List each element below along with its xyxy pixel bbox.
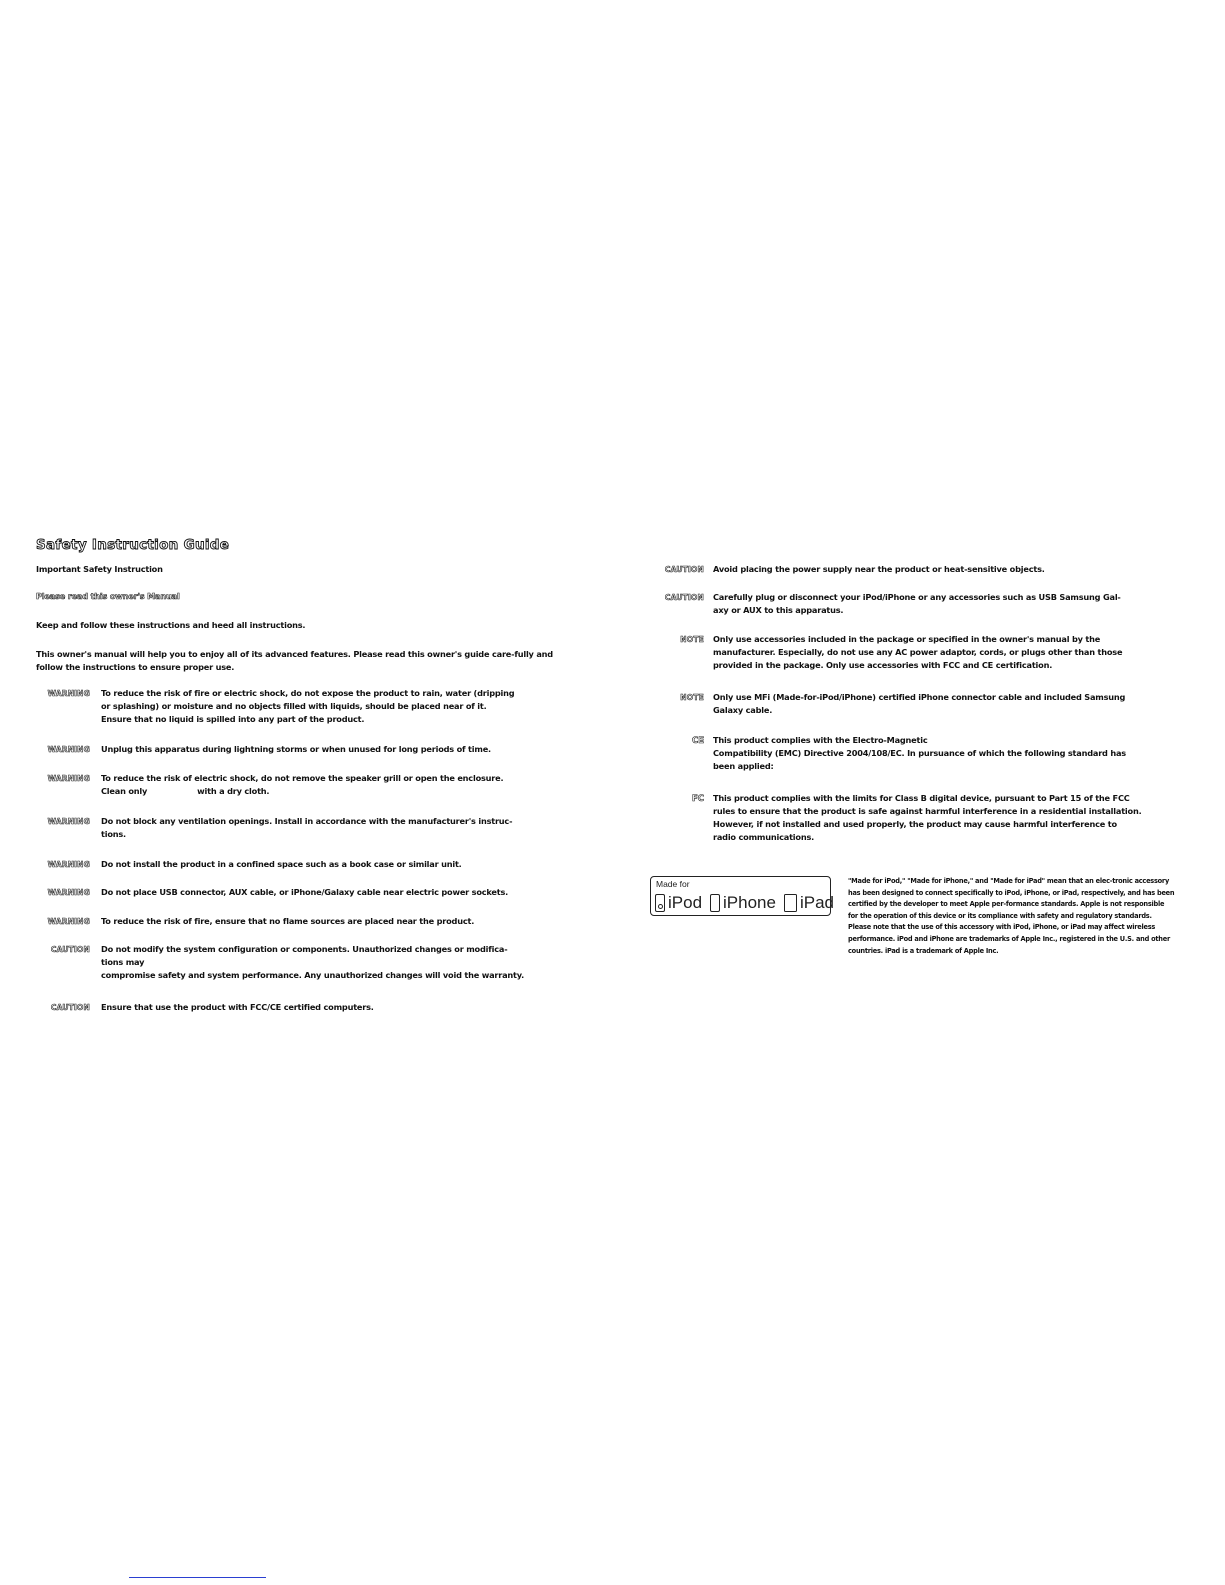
notice-label: WARNING [47, 860, 90, 869]
ipad-label: iPad [799, 893, 834, 912]
ce-notice [648, 734, 1213, 773]
notice-item [30, 743, 576, 756]
notice-body [713, 792, 1213, 844]
notice-label: WARNING [47, 745, 90, 754]
notice-label: CAUTION [664, 593, 704, 602]
notice-line: Only use accessories included in the package or specified in the owner's manual by the [713, 634, 1101, 644]
notice-item [648, 563, 1213, 576]
notice-body [713, 734, 1213, 773]
made-for-label: Made for [656, 879, 690, 889]
made-for-ipod-iphone-ipad-badge [650, 876, 834, 916]
notice-body [101, 915, 576, 928]
notice-line: Carefully plug or disconnect your iPod/iPhone or any accessories such as USB Samsung Gal- [713, 592, 1121, 602]
left-page [0, 0, 612, 1585]
notice-item [648, 691, 1213, 717]
ipad-icon [784, 894, 797, 912]
section-subtitle: Important Safety Instruction [36, 564, 163, 574]
clean-prefix: Clean only [101, 786, 148, 796]
ipod-icon [655, 894, 665, 912]
notice-label: WARNING [47, 817, 90, 826]
notice-label: WARNING [47, 774, 90, 783]
notice-body [101, 687, 576, 726]
notice-item [30, 943, 576, 982]
intro-paragraph: This owner's manual will help you to enjoy all of its advanced features. Please read this owner's guide care-fully and follow the instructions to ensure proper use. [36, 649, 553, 672]
guide-title: Safety Instruction Guide [36, 537, 230, 553]
fcc-mark-icon: FC [691, 794, 704, 804]
notice-line: To reduce the risk of fire, ensure that no flame sources are placed near the product. [101, 916, 475, 926]
notice-line: This product complies with the limits for Class B digital device, pursuant to Part 15 of the FCC [713, 793, 1130, 803]
notice-body [713, 591, 1213, 617]
notice-line: tions. [101, 829, 126, 839]
notice-line: provided in the package. Only use accessories with FCC and CE certification. [713, 660, 1053, 670]
notice-body [101, 858, 576, 871]
notice-line: Only use MFi (Made-for-iPod/iPhone) certified iPhone connector cable and included Samsung [713, 692, 1126, 702]
keep-follow-text: Keep and follow these instructions and heed all instructions. [36, 620, 306, 630]
iphone-label: iPhone [723, 893, 776, 912]
notice-line: Do not modify the system configuration or components. Unauthorized changes or modifica- [101, 944, 508, 954]
notice-line: Ensure that no liquid is spilled into any part of the product. [101, 714, 365, 724]
notice-line: compromise safety and system performance. Any unauthorized changes will void the warranty. [101, 970, 525, 980]
notice-line: However, if not installed and used properly, the product may cause harmful interference to [713, 819, 1117, 829]
notice-line: Do not place USB connector, AUX cable, or iPhone/Galaxy cable near electric power sockets. [101, 887, 509, 897]
device-row [655, 893, 834, 913]
notice-item [30, 1001, 576, 1014]
notice-line: Unplug this apparatus during lightning storms or when unused for long periods of time. [101, 744, 491, 754]
notice-line: To reduce the risk of fire or electric shock, do not expose the product to rain, water (dripping [101, 688, 515, 698]
notice-body [101, 886, 576, 899]
notice-label: WARNING [47, 689, 90, 698]
right-page [612, 0, 1225, 1585]
notice-item [30, 687, 576, 726]
notice-body [713, 691, 1213, 717]
notice-label: CAUTION [664, 565, 704, 574]
notice-body [101, 943, 576, 982]
ce-mark-icon: CE [691, 736, 704, 746]
notice-line: axy or AUX to this apparatus. [713, 605, 844, 615]
notice-body [101, 1001, 576, 1014]
notice-line: Do not block any ventilation openings. Install in accordance with the manufacturer's instruc- [101, 816, 513, 826]
notice-item [30, 886, 576, 899]
notice-item [30, 915, 576, 928]
iphone-icon [710, 894, 720, 912]
notice-item [648, 591, 1213, 617]
notice-line: rules to ensure that the product is safe against harmful interference in a residential installation. [713, 806, 1142, 816]
notice-label: WARNING [47, 917, 90, 926]
notice-line: To reduce the risk of electric shock, do not remove the speaker grill or open the enclosure. [101, 773, 504, 783]
fcc-notice [648, 792, 1213, 844]
notice-body [101, 743, 576, 756]
notice-line: Ensure that use the product with FCC/CE certified computers. [101, 1002, 374, 1012]
notice-line: manufacturer. Especially, do not use any AC power adaptor, cords, or plugs other than those [713, 647, 1123, 657]
notice-line: This product complies with the Electro-Magnetic [713, 735, 928, 745]
notice-label: NOTE [680, 635, 704, 644]
notice-line: been applied: [713, 761, 774, 771]
notice-line: Do not install the product in a confined space such as a book case or similar unit. [101, 859, 462, 869]
notice-label: NOTE [680, 693, 704, 702]
notice-body [713, 633, 1213, 672]
notice-body [713, 563, 1213, 576]
notice-label: CAUTION [50, 945, 90, 954]
read-manual-note: Please read this owner's Manual [36, 591, 180, 601]
notice-line: Compatibility (EMC) Directive 2004/108/EC. In pursuance of which the following standard has [713, 748, 1126, 758]
clean-suffix: with a dry cloth. [197, 786, 270, 796]
notice-line: radio communications. [713, 832, 815, 842]
notice-line [101, 785, 576, 798]
notice-body [101, 815, 576, 841]
notice-line: tions may [101, 957, 145, 967]
notice-item [30, 772, 576, 798]
notice-label: WARNING [47, 888, 90, 897]
ipod-label: iPod [668, 893, 703, 912]
notice-line: or splashing) or moisture and no objects filled with liquids, should be placed near of it. [101, 701, 487, 711]
notice-item [30, 858, 576, 871]
notice-item [648, 633, 1213, 672]
notice-label: CAUTION [50, 1003, 90, 1012]
link-underline[interactable] [129, 1577, 266, 1578]
notice-line: Avoid placing the power supply near the product or heat-sensitive objects. [713, 564, 1045, 574]
notice-item [30, 815, 576, 841]
notice-line: Galaxy cable. [713, 705, 773, 715]
notice-body [101, 772, 576, 798]
mfi-disclaimer: "Made for iPod," "Made for iPhone," and "Made for iPad" mean that an elec-tronic accessory has been designed to connect specifically to iPod, iPhone, or iPad, respectively, and has been certified by the developer to meet Apple per-formance standards. Apple is not responsible for the operation of this device or its compliance with safety and regulatory standards. Please note that the use of this accessory with iPod, iPhone, or iPad may affect wireless performance. iPod and iPhone are trademarks of Apple Inc., registered in the U.S. and other countries. iPad is a trademark of Apple Inc. [848, 877, 1175, 955]
